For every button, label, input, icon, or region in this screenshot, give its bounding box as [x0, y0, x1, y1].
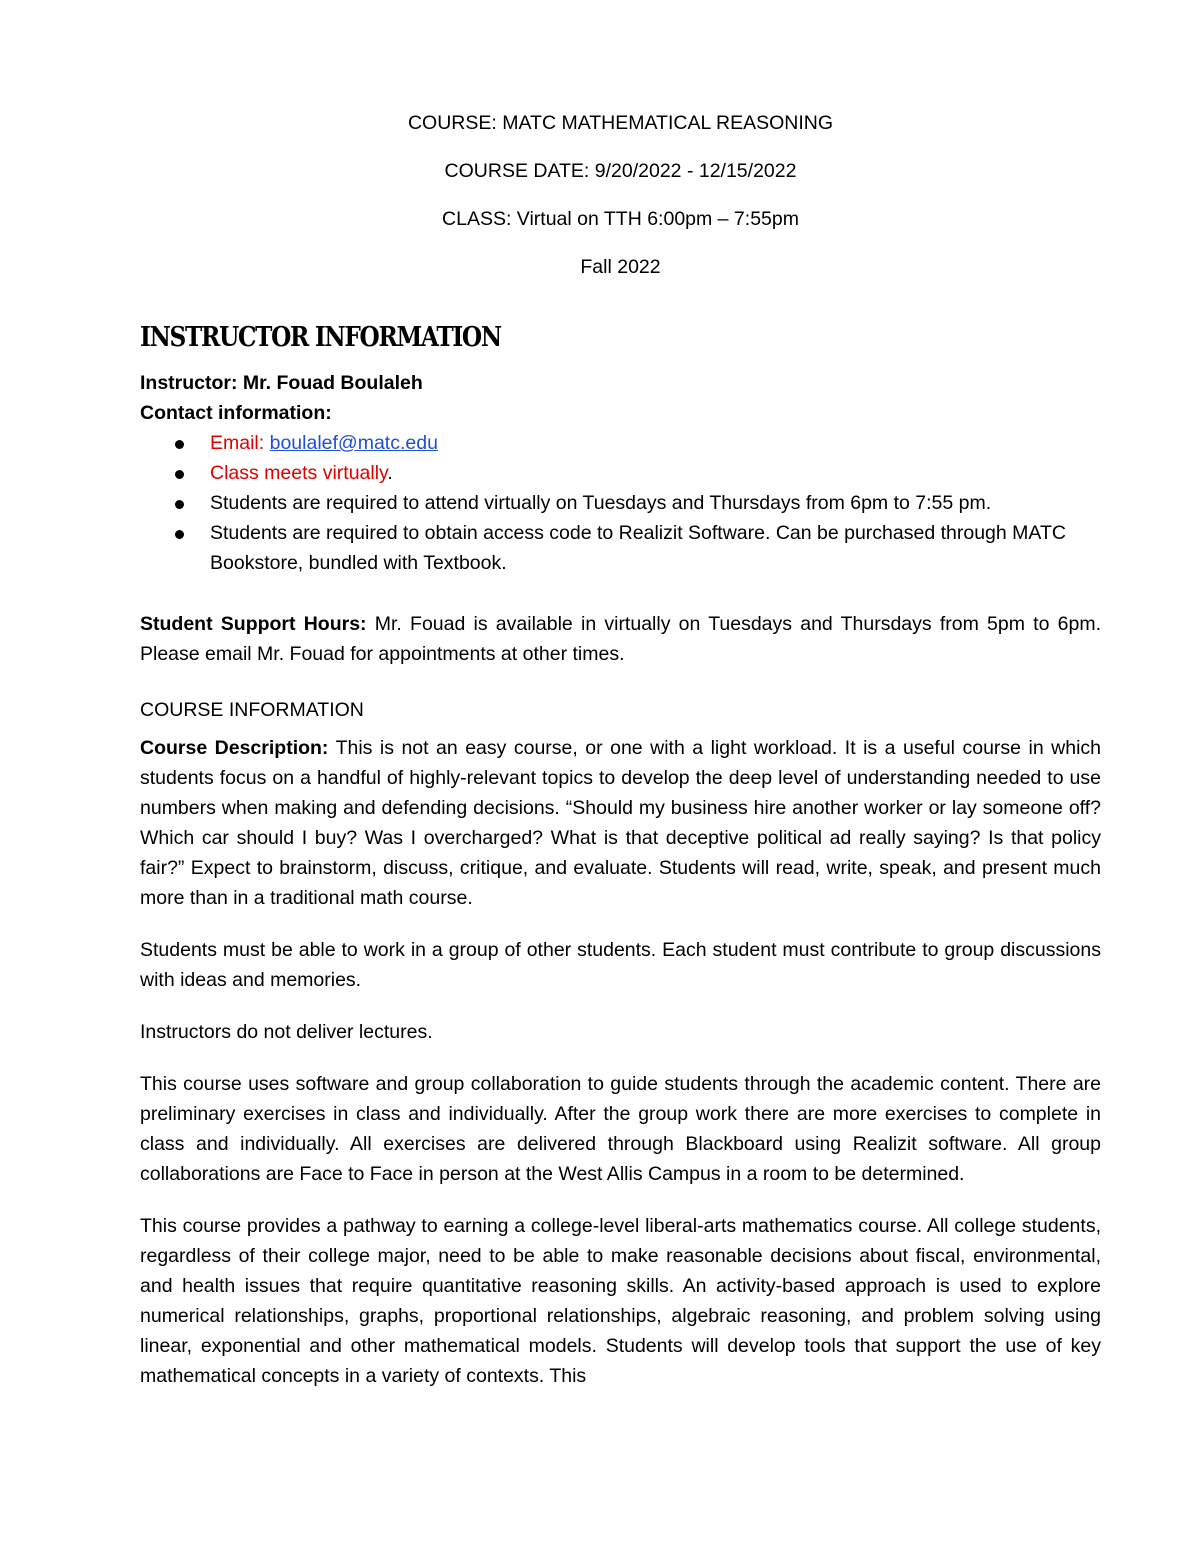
bullet-attendance — [140, 488, 1101, 518]
course-description-text: This is not an easy course, or one with a light workload. It is a useful course in which students focus on a handful of highly-relevant topics to develop the deep level of understanding needed to use numbers when making and defending decisions. “Should my business hire another worker or lay someone off? Which car should I buy? Was I overcharged? What is that deceptive political ad really saying? Is that policy fair?” Expect to brainstorm, discuss, critique, and evaluate. Students will read, write, speak, and present much more than in a traditional math course. — [140, 737, 1102, 909]
course-description-label: Course Description: — [140, 737, 329, 759]
bullet-access-code — [140, 518, 1101, 578]
support-hours-label: Student Support Hours: — [140, 613, 367, 635]
support-hours-text: Mr. Fouad is available in virtually on Tuesdays and Thursdays from 5pm to 6pm. Please email Mr. Fouad for appointments at other times. — [140, 613, 1101, 665]
access-code-text: Students are required to obtain access code to Realizit Software. Can be purchased through MATC Bookstore, bundled with Textbook. — [210, 522, 1066, 574]
course-description — [140, 733, 1101, 913]
email-label: Email: — [210, 432, 270, 454]
class-meets-period: . — [387, 462, 393, 484]
email-link[interactable]: boulalef@matc.edu — [269, 432, 438, 454]
instructor-information-heading: INSTRUCTOR INFORMATION — [140, 322, 501, 353]
course-date: COURSE DATE: 9/20/2022 - 12/15/2022 — [444, 160, 797, 182]
group-work-paragraph: Students must be able to work in a group of other students. Each student must contribute to group discussions with ideas and memories. — [140, 939, 1101, 991]
pathway-paragraph: This course provides a pathway to earning a college-level liberal-arts mathematics course. All college students, regardless of their college major, need to be able to make reasonable decisions about fiscal, environmental, and health issues that require quantitative reasoning skills. An activity-based approach is used to explore numerical relationships, graphs, proportional relationships, algebraic reasoning, and problem solving using linear, exponential and other mathematical models. Students will develop tools that support the use of key mathematical concepts in a variety of contexts. This — [140, 1215, 1101, 1387]
class-meets-text: Class meets virtually — [210, 462, 388, 484]
bullet-icon — [175, 500, 184, 509]
instructor-name: Instructor: Mr. Fouad Boulaleh — [140, 372, 423, 394]
attendance-text: Students are required to attend virtually on Tuesdays and Thursdays from 6pm to 7:55 pm. — [210, 492, 992, 514]
lectures-paragraph: Instructors do not deliver lectures. — [140, 1021, 433, 1043]
bullet-class-meets — [140, 458, 1101, 488]
spacer — [140, 1189, 1101, 1211]
contact-information-label: Contact information: — [140, 402, 332, 424]
spacer — [140, 913, 1101, 935]
bullet-icon — [175, 440, 184, 449]
bullet-icon — [175, 470, 184, 479]
document-content — [140, 108, 1101, 1391]
class-schedule: CLASS: Virtual on TTH 6:00pm – 7:55pm — [442, 208, 799, 230]
term: Fall 2022 — [580, 256, 661, 278]
spacer — [140, 578, 1101, 609]
software-paragraph: This course uses software and group collaboration to guide students through the academic content. There are preliminary exercises in class and individually. After the group work there are more exercises to complete in class and individually. All exercises are delivered through Blackboard using Realizit software. All group collaborations are Face to Face in person at the West Allis Campus in a room to be determined. — [140, 1073, 1101, 1185]
student-support-hours — [140, 609, 1101, 669]
course-information-heading: COURSE INFORMATION — [140, 699, 364, 721]
contact-bullet-list — [140, 428, 1101, 578]
bullet-email — [140, 428, 1101, 458]
spacer — [140, 995, 1101, 1017]
bullet-icon — [175, 530, 184, 539]
course-title: COURSE: MATC MATHEMATICAL REASONING — [407, 112, 834, 134]
spacer — [140, 1047, 1101, 1069]
spacer — [140, 669, 1101, 695]
